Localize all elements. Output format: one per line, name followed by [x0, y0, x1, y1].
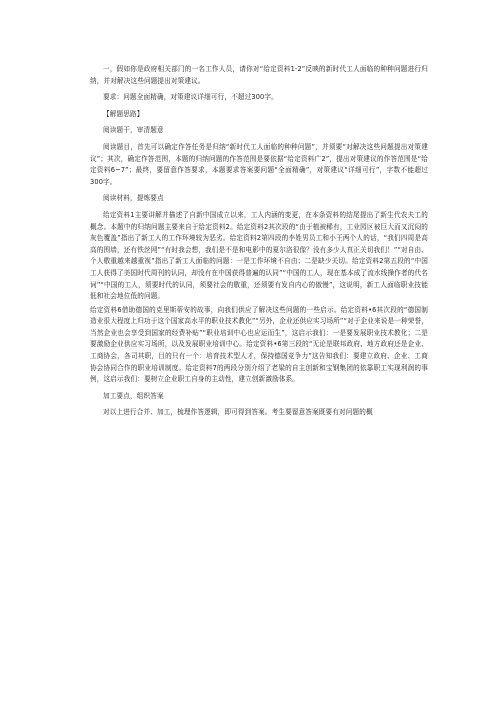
answer-paragraph: 对以上进行合并、加工，梳理作答逻辑，即可得到答案。考生要留意答案既要有对问题的概 — [103, 408, 373, 417]
step-heading-organize-answer: 加工要点，组织答案 — [103, 391, 164, 400]
question-paragraph: 一，假如你是政府相关部门的一名工作人员，请你对“给定资料1-2”反映的新时代工人面临的种种问题进行归纳，并对解决这些问题提出对策建议。 — [90, 65, 428, 85]
material-analysis-paragraph: 给定资料1主要讲解并描述了自新中国成立以来，工人内涵的变更，在本条资料的结尾提出了新生代农夫工的概念。本题中的归纳问题主要来自于给定资料2。给定资料2其次段的“由于植被稀有，工业园区被巨大而又沉闷的灰色覆盖”指出了新工人的工作环境较为恶劣。给定资料2第四段的李姓男员工和小王两个人的话，“我们四周是高高的围墙，还有铁丝网”“有时我会想，我们是不是和电影中的夏尔洛很像？没有多少人真正关切我们！”“对自由、个人敬重越来越重视”指出了新工人面临的问题：一是工作环境不自由；二是缺少关切。给定资料2第五段的“中国工人获得了美国时代周刊的认同，却没有在中国获得普遍的认同”“中国的工人，现在基本成了流水线操作者的代名词”“中国的工人，须要时代的认同，须要社会的敬重，还须要有发自内心的傲慢”，这说明，新工人面临职业技能低和社会地位低的问题。 — [90, 210, 428, 301]
step-heading-read-question: 阅读题干，审清题意 — [103, 126, 164, 135]
material-six-paragraph: 给定资料6借助德国的克里斯蒂安的故事，向我们供应了解决这些问题的一些启示。给定资料•6其次段的“德国制造业很大程度上归功于这个国家高水平的职业技术教化”“另外，企业还供应实习场所”“对于企业来说是一种荣誉，当然企业也会享受到国家的经费补贴”“职业培训中心也应运而生”，这启示我们：一是要发展职业技术教化；二是要激励企业供应实习场所，以及发展职业培训中心。给定资料•6第三段的“无论是联邦政府、地方政府还是企业、工商协会，各司其职，目的只有一个：培育技术型人才，保持德国竞争力”这告知我们：要建立政府、企业、工商协会协同合作的职业培训制度。给定资料7的两段分别介绍了老梁的自主创新和宝钢集团的依靠职工实现利润的事例，这启示我们：要树立企业职工自身的主动性，建立创新激励体系。 — [90, 305, 428, 384]
solution-heading: 【解题思路】 — [103, 109, 144, 118]
step-heading-read-material: 阅读材料，提炼要点 — [103, 194, 164, 203]
analysis-paragraph: 阅读题目，首先可以确定作答任务是归纳“新时代工人面临的种种问题”，并须要“对解决这些问题提出对策建议”；其次，确定作答范围，本题的归纳问题的作答范围是要依据“给定资料广2”，提出对策建议的作答范围是“给定资料6~7”；最终，要留意作答要求，本题要求答案要问题“全面精确”，对策建议“详细可行”，字数不能超过300字。 — [90, 142, 428, 186]
requirement-paragraph: 要求：问题全面精确，对策建议详细可行，不超过300字。 — [103, 93, 278, 102]
